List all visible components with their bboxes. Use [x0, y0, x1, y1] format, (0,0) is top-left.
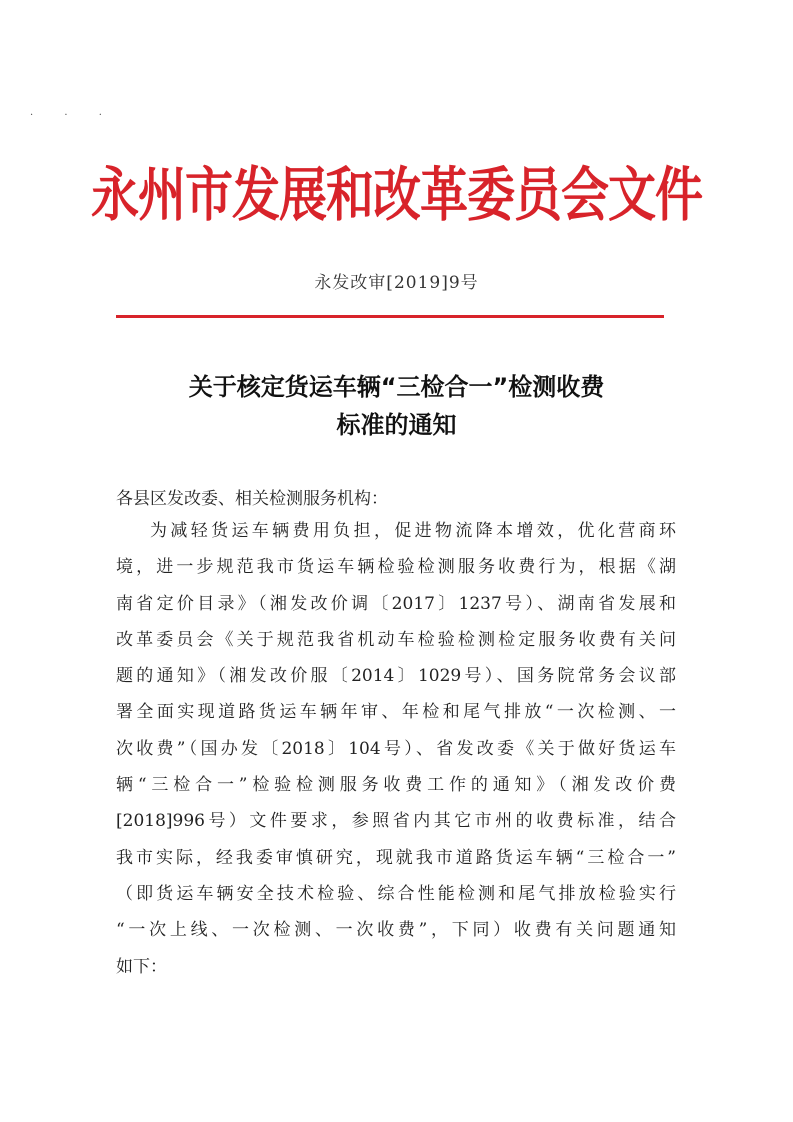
body-line: 南省定价目录》（湘发改价调〔2017〕1237号）、湖南省发展和: [116, 593, 676, 614]
body-line: 题的通知》（湘发改价服〔2014〕1029号）、国务院常务会议部: [116, 666, 676, 687]
body-paragraph: [116, 513, 676, 985]
title-line-2: 标准的通知: [336, 411, 457, 439]
body-line: （即货运车辆安全技术检验、综合性能检测和尾气排放检验实行: [116, 883, 676, 904]
notice-title: [0, 368, 793, 444]
body-line: 次收费”（国办发〔2018〕104号）、省发改委《关于做好货运车: [116, 738, 676, 759]
org-header: 永州市发展和改革委员会文件: [90, 161, 702, 230]
body-line: 我市实际，经我委审慎研究，现就我市道路货运车辆“三检合一”: [116, 847, 676, 868]
scan-specks: · · ·: [30, 110, 116, 121]
body-line: 改革委员会《关于规范我省机动车检验检测检定服务收费有关问: [116, 629, 676, 650]
body-line: 如下：: [116, 956, 167, 977]
body-line: [2018]996号）文件要求，参照省内其它市州的收费标准，结合: [116, 811, 676, 832]
body-line: “一次上线、一次检测、一次收费”，下同）收费有关问题通知: [116, 920, 676, 941]
salutation: 各县区发改委、相关检测服务机构：: [116, 489, 388, 509]
document-number: 永发改审[2019]9号: [314, 273, 479, 293]
body-line: 境，进一步规范我市货运车辆检验检测服务收费行为，根据《湖: [116, 557, 676, 578]
header-divider: [116, 315, 664, 318]
body-line: 辆“三检合一”检验检测服务收费工作的通知》（湘发改价费: [116, 775, 676, 796]
title-line-1: 关于核定货运车辆“三检合一”检测收费: [188, 373, 605, 401]
body-line: 署全面实现道路货运车辆年审、年检和尾气排放“一次检测、一: [116, 702, 676, 723]
body-line: 为减轻货运车辆费用负担，促进物流降本增效，优化营商环: [150, 521, 676, 541]
